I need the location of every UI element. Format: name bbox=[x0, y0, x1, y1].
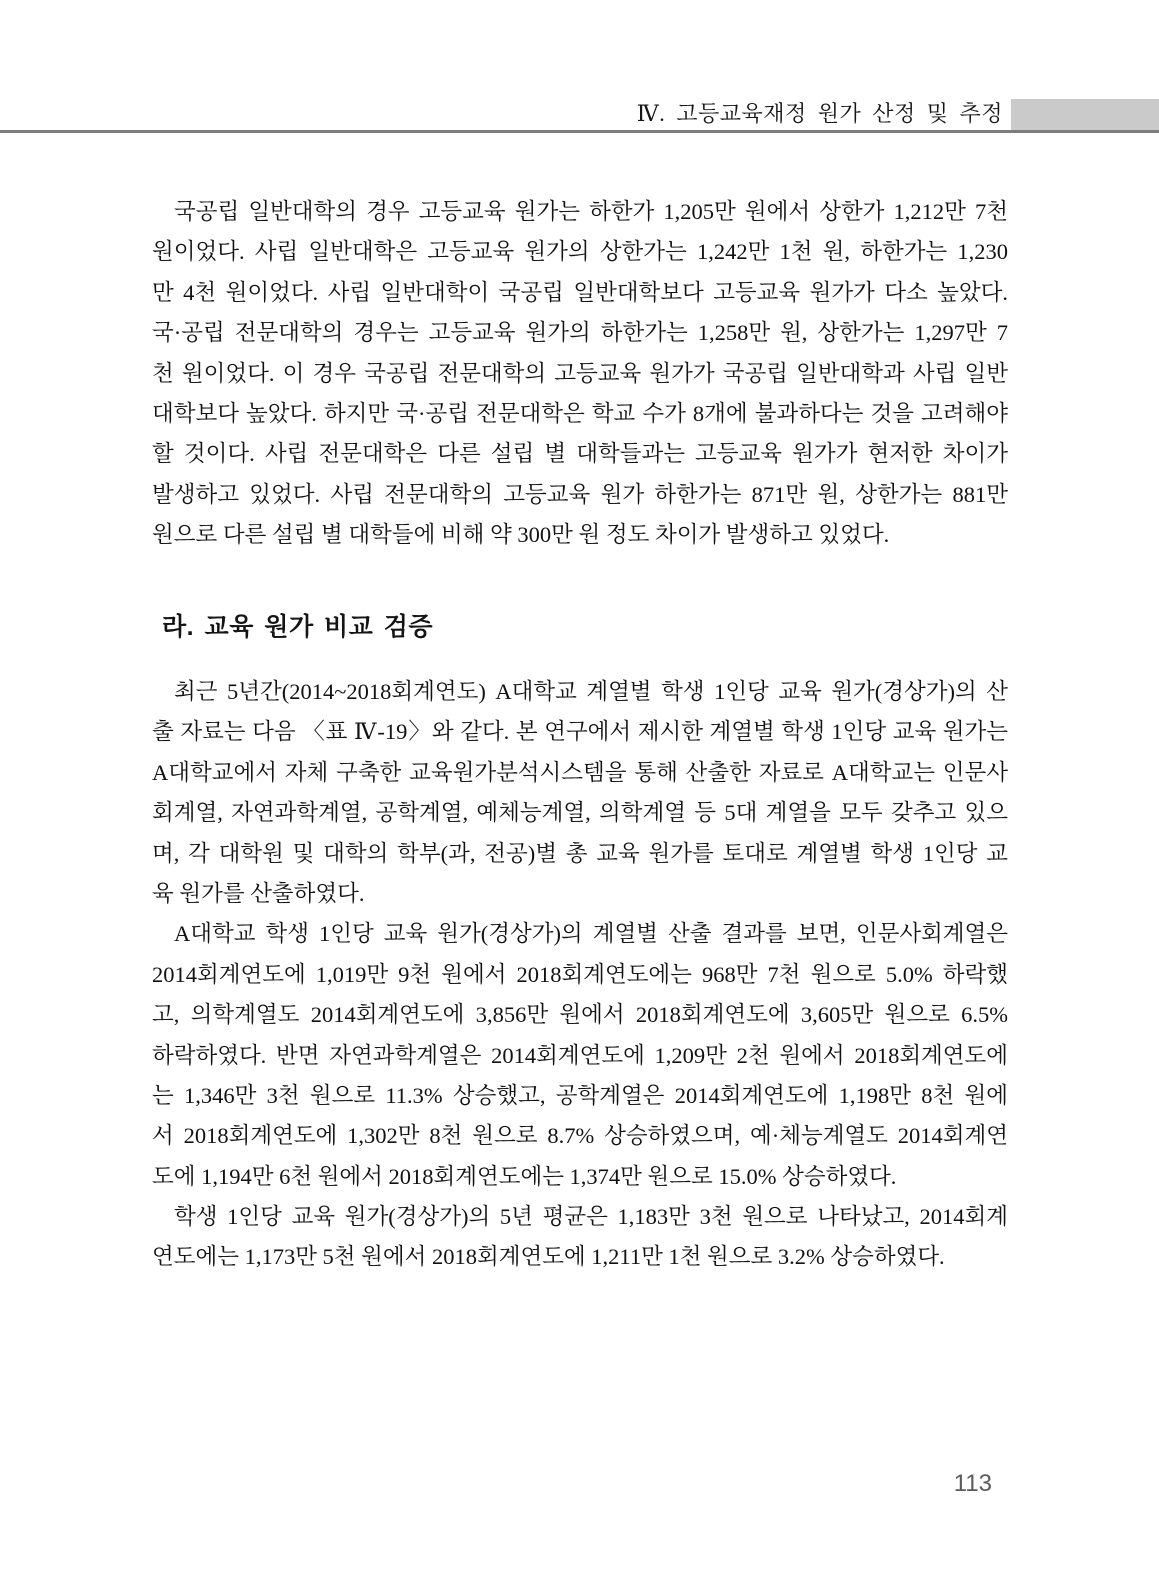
text-line: 는 1,346만 3천 원으로 11.3% 상승했고, 공학계열은 2014회계연도에 1,198만 8천 원에 bbox=[152, 1082, 1008, 1108]
text-line: 대학보다 높았다. 하지만 국·공립 전문대학은 학교 수가 8개에 불과하다는 것을 고려해야 bbox=[152, 400, 1008, 426]
text-line: A대학교에서 자체 구축한 교육원가분석시스템을 통해 산출한 자료로 A대학교는 인문사 bbox=[152, 759, 1008, 785]
text-line: 학생 1인당 교육 원가(경상가)의 5년 평균은 1,183만 3천 원으로 나타났고, 2014회계 bbox=[174, 1204, 1008, 1230]
section-heading: 라. 교육 원가 비교 검증 bbox=[162, 613, 434, 641]
text-line: 발생하고 있었다. 사립 전문대학의 고등교육 원가 하한가는 871만 원, 상한가는 881만 bbox=[152, 481, 1008, 507]
text-line: 원이었다. 사립 일반대학은 고등교육 원가의 상한가는 1,242만 1천 원, 하한가는 1,230 bbox=[152, 239, 1008, 265]
paragraph-group bbox=[152, 672, 1008, 1278]
text-line: 회계열, 자연과학계열, 공학계열, 예체능계열, 의학계열 등 5대 계열을 모두 갖추고 있으 bbox=[152, 800, 1008, 826]
text-line: 하락하였다. 반면 자연과학계열은 2014회계연도에 1,209만 2천 원에서 2018회계연도에 bbox=[152, 1042, 1008, 1068]
text-line: 출 자료는 다음 〈표 Ⅳ-19〉와 같다. 본 연구에서 제시한 계열별 학생 1인당 교육 원가는 bbox=[152, 719, 1008, 745]
text-line: 최근 5년간(2014~2018회계연도) A대학교 계열별 학생 1인당 교육 원가(경상가)의 산 bbox=[174, 679, 1008, 704]
text-line: 며, 각 대학원 및 대학의 학부(과, 전공)별 총 교육 원가를 토대로 계열별 학생 1인당 교 bbox=[152, 840, 1008, 866]
paragraph-1 bbox=[152, 192, 1008, 556]
text-line: A대학교 학생 1인당 교육 원가(경상가)의 계열별 산출 결과를 보면, 인문사회계열은 bbox=[174, 921, 1008, 947]
text-line: 국공립 일반대학의 경우 고등교육 원가는 하한가 1,205만 원에서 상한가 1,212만 7천 bbox=[174, 199, 1008, 224]
text-line: 도에 1,194만 6천 원에서 2018회계연도에는 1,374만 원으로 15.0% 상승하였다. bbox=[152, 1163, 897, 1189]
text-line: 육 원가를 산출하였다. bbox=[152, 880, 365, 906]
header-corner-box bbox=[1011, 99, 1159, 130]
text-line: 천 원이었다. 이 경우 국공립 전문대학의 고등교육 원가가 국공립 일반대학과 사립 일반 bbox=[152, 360, 1008, 386]
running-header-title: Ⅳ. 고등교육재정 원가 산정 및 추정 bbox=[636, 101, 1003, 126]
page-number: 113 bbox=[953, 1470, 992, 1497]
text-line: 할 것이다. 사립 전문대학은 다른 설립 별 대학들과는 고등교육 원가가 현저한 차이가 bbox=[152, 441, 1008, 467]
text-line: 고, 의학계열도 2014회계연도에 3,856만 원에서 2018회계연도에 3,605만 원으로 6.5% bbox=[152, 1002, 1008, 1028]
text-line: 서 2018회계연도에 1,302만 8천 원으로 8.7% 상승하였으며, 예·체능계열도 2014회계연 bbox=[152, 1123, 1008, 1149]
text-line: 2014회계연도에 1,019만 9천 원에서 2018회계연도에는 968만 7천 원으로 5.0% 하락했 bbox=[152, 961, 1008, 987]
text-line: 국·공립 전문대학의 경우는 고등교육 원가의 하한가는 1,258만 원, 상한가는 1,297만 7 bbox=[152, 320, 1008, 346]
text-line: 만 4천 원이었다. 사립 일반대학이 국공립 일반대학보다 고등교육 원가가 다소 높았다. bbox=[152, 279, 1008, 305]
text-line: 원으로 다른 설립 별 대학들에 비해 약 300만 원 정도 차이가 발생하고 있었다. bbox=[152, 522, 890, 548]
header-rule bbox=[0, 130, 1159, 133]
text-line: 연도에는 1,173만 5천 원에서 2018회계연도에 1,211만 1천 원으로 3.2% 상승하였다. bbox=[152, 1244, 945, 1270]
